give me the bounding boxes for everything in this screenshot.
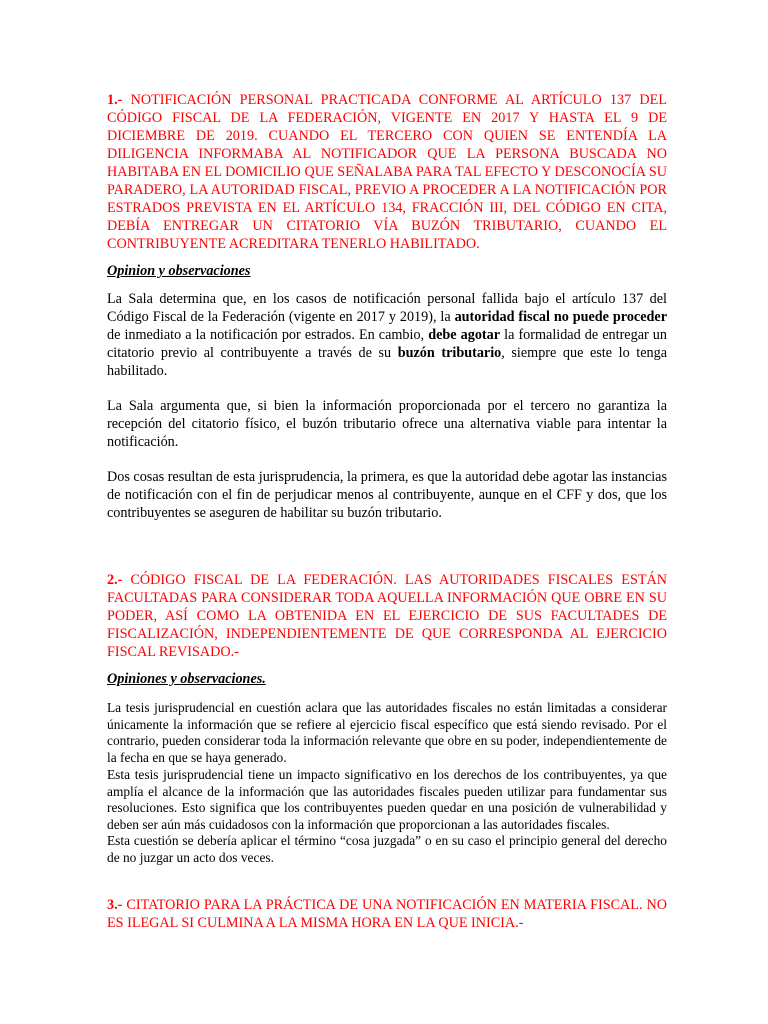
section-1-title: NOTIFICACIÓN PERSONAL PRACTICADA CONFORME AL ARTÍCULO 137 DEL CÓDIGO FISCAL DE LA FEDERACIÓN, VIGENTE EN 2017 Y HASTA EL 9 DE DICIEMBRE DE 2019. CUANDO EL TERCERO CON QUIEN SE ENTENDÍA LA DILIGENCIA INFORMABA AL NOTIFICADOR QUE LA PERSONA BUSCADA NO HABITABA EN EL DOMICILIO QUE SEÑALABA PARA TAL EFECTO Y DESCONOCÍA SU PARADERO, LA AUTORIDAD FISCAL, PREVIO A PROCEDER A LA NOTIFICACIÓN POR ESTRADOS PREVISTA EN EL ARTÍCULO 134, FRACCIÓN III, DEL CÓDIGO EN CITA, DEBÍA ENTREGAR UN CITATORIO VÍA BUZÓN TRIBUTARIO, CUANDO EL CONTRIBUYENTE ACREDITARA TENERLO HABILITADO.: [107, 92, 667, 252]
section-1-paragraph-3: Dos cosas resultan de esta jurisprudencia, la primera, es que la autoridad debe agotar las instancias de notificación con el fin de perjudicar menos al contribuyente, aunque en el CFF y dos, que los contribuyentes se aseguren de habilitar su buzón tributario.: [107, 469, 667, 521]
section-2-paragraph-2: Esta tesis jurisprudencial tiene un impacto significativo en los derechos de los contribuyentes, ya que amplía el alcance de la información que las autoridades fiscales pueden utilizar para fundamentar sus resoluciones. Esto significa que los contribuyentes pueden quedar en una posición de vulnerabilidad y deben ser aún más cuidadosos con la información que proporcionan a las autoridades fiscales.: [107, 767, 667, 832]
section-2-title: CÓDIGO FISCAL DE LA FEDERACIÓN. LAS AUTORIDADES FISCALES ESTÁN FACULTADAS PARA CONSIDERAR TODA AQUELLA INFORMACIÓN QUE OBRE EN SU PODER, ASÍ COMO LA OBTENIDA EN EL EJERCICIO DE SUS FACULTADES DE FISCALIZACIÓN, INDEPENDIENTEMENTE DE QUE CORRESPONDA AL EJERCICIO FISCAL REVISADO.-: [107, 572, 667, 660]
section-3-heading: [107, 896, 667, 932]
p1-text-3: la formalidad de entregar un citatorio previo al contribuyente a través de su: [107, 327, 667, 361]
section-3-title: CITATORIO PARA LA PRÁCTICA DE UNA NOTIFICACIÓN EN MATERIA FISCAL. NO ES ILEGAL SI CULMINA A LA MISMA HORA EN LA QUE INICIA.-: [107, 897, 667, 931]
p1-bold-1: autoridad fiscal no puede proceder: [454, 309, 667, 325]
p1-bold-3: buzón tributario: [397, 345, 502, 361]
section-1-heading: [107, 91, 667, 253]
section-2-heading: [107, 571, 667, 661]
section-2-number: 2.-: [107, 572, 123, 588]
p1-bold-2: debe agotar: [428, 327, 501, 343]
section-2-paragraph-1: La tesis jurisprudencial en cuestión aclara que las autoridades fiscales no están limitadas a considerar únicamente la información que se refiere al ejercicio fiscal específico que está siendo revisado. Por el contrario, pueden considerar toda la información relevante que obre en su poder, independientemente de la fecha en que se haya generado.: [107, 700, 667, 765]
section-3-number: 3.-: [107, 897, 123, 913]
section-1-paragraph-1: [107, 290, 667, 380]
p1-text-4: , siempre que este lo tenga habilitado.: [107, 345, 667, 379]
section-1-number: 1.-: [107, 92, 123, 108]
section-1-subheading: Opinion y observaciones: [107, 263, 251, 279]
p1-text-1: La Sala determina que, en los casos de notificación personal fallida bajo el artículo 137 del Código Fiscal de la Federación (vigente en 2017 y 2019), la: [107, 291, 667, 325]
section-2-subheading: Opiniones y observaciones.: [107, 671, 266, 687]
section-2-paragraph-3: Esta cuestión se debería aplicar el término “cosa juzgada” o en su caso el principio general del derecho de no juzgar un acto dos veces.: [107, 833, 667, 865]
section-1-paragraph-2: La Sala argumenta que, si bien la información proporcionada por el tercero no garantiza la recepción del citatorio físico, el buzón tributario ofrece una alternativa viable para intentar la notificación.: [107, 398, 667, 450]
p1-text-2: de inmediato a la notificación por estrados. En cambio,: [107, 327, 429, 343]
